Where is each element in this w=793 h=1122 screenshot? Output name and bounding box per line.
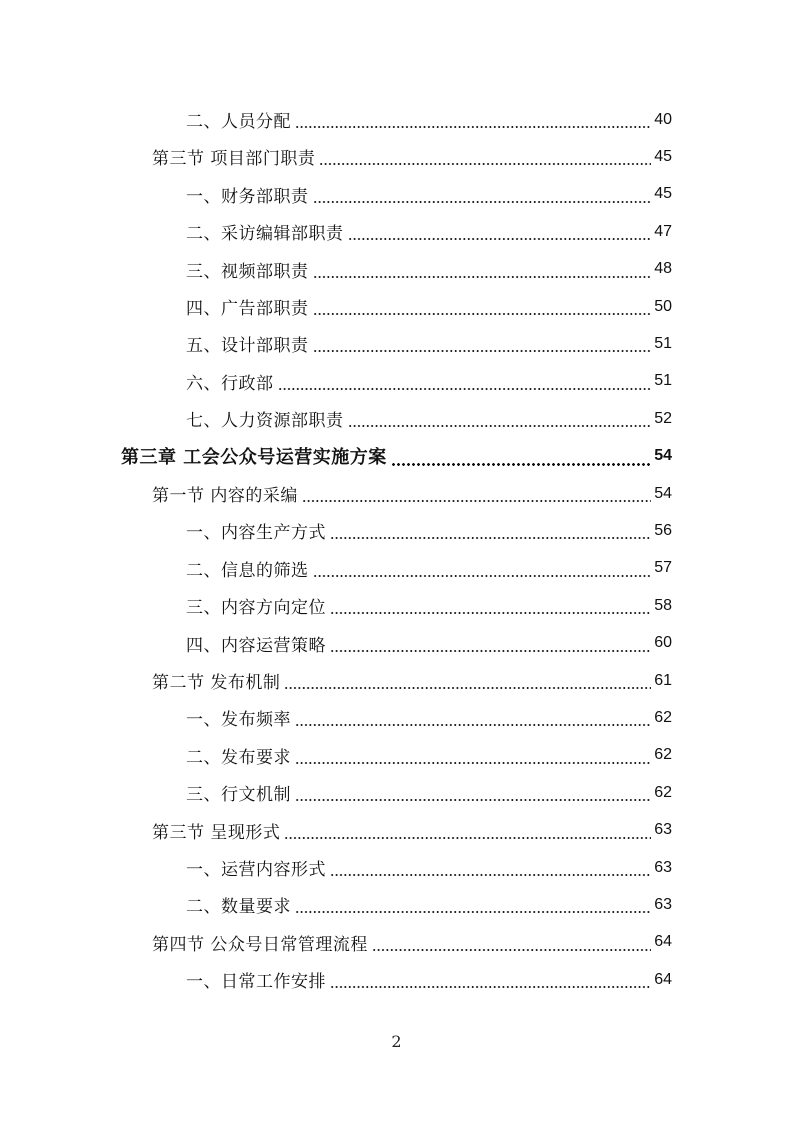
toc-entry-title: 第一节 内容的采编 [152, 486, 298, 506]
toc-entry[interactable] [152, 812, 672, 849]
toc-entry[interactable] [186, 400, 672, 437]
toc-entry-page-number: 64 [654, 933, 672, 951]
toc-entry-title: 四、内容运营策略 [186, 635, 326, 656]
toc-dot-leader [348, 425, 652, 427]
toc-entry[interactable] [186, 587, 672, 624]
toc-entry[interactable] [186, 176, 672, 213]
toc-entry-page-number: 47 [654, 222, 672, 240]
toc-entry[interactable] [152, 475, 672, 512]
toc-dot-leader [330, 874, 651, 876]
toc-dot-leader [295, 762, 651, 764]
toc-entry-title: 一、财务部职责 [186, 186, 309, 207]
toc-dot-leader [284, 837, 651, 839]
toc-entry[interactable] [186, 213, 672, 250]
toc-entry[interactable] [152, 924, 672, 961]
toc-entry[interactable] [186, 737, 672, 774]
toc-entry-page-number: 62 [654, 746, 672, 764]
toc-entry-page-number: 52 [654, 409, 672, 427]
toc-entry-page-number: 45 [654, 147, 672, 165]
toc-entry-title: 第三节 项目部门职责 [152, 149, 316, 170]
toc-dot-leader [284, 687, 651, 689]
toc-entry-page-number: 62 [654, 708, 672, 726]
toc-dot-leader [372, 949, 651, 951]
toc-dot-leader [295, 126, 651, 128]
toc-entry[interactable] [186, 363, 672, 400]
toc-entry[interactable] [186, 251, 672, 288]
toc-entry-title: 六、行政部 [186, 373, 274, 394]
toc-entry-title: 第三节 呈现形式 [152, 822, 281, 843]
toc-entry-title: 二、数量要求 [186, 897, 291, 918]
toc-entry-title: 四、广告部职责 [186, 299, 309, 319]
toc-entry[interactable] [186, 550, 672, 587]
toc-dot-leader [348, 238, 652, 240]
toc-entry-title: 第三章 工会公众号运营实施方案 [121, 447, 387, 469]
toc-dot-leader [278, 388, 652, 390]
toc-dot-leader [313, 575, 652, 577]
toc-entry-page-number: 51 [654, 372, 672, 390]
toc-entry[interactable] [152, 662, 672, 699]
toc-entry[interactable] [152, 138, 672, 175]
toc-entry-page-number: 48 [654, 260, 672, 278]
toc-dot-leader [302, 500, 651, 502]
toc-dot-leader [313, 276, 652, 278]
toc-entry-title: 三、视频部职责 [186, 261, 309, 282]
toc-dot-leader [319, 163, 651, 165]
toc-entry[interactable] [186, 288, 672, 325]
toc-entry[interactable] [186, 699, 672, 736]
toc-entry-page-number: 62 [654, 783, 672, 801]
toc-entry-page-number: 54 [654, 447, 672, 465]
toc-entry-title: 一、日常工作安排 [186, 972, 326, 993]
toc-entry-page-number: 50 [654, 297, 672, 315]
toc-dot-leader [330, 986, 651, 988]
toc-entry-title: 三、内容方向定位 [186, 598, 326, 619]
toc-entry[interactable] [186, 849, 672, 886]
toc-entry-page-number: 60 [654, 634, 672, 652]
toc-entry[interactable] [186, 625, 672, 662]
page-number-footer: 2 [391, 1032, 402, 1051]
toc-dot-leader [330, 537, 651, 539]
toc-dot-leader [313, 350, 652, 352]
toc-dot-leader [295, 911, 651, 913]
toc-entry-title: 一、发布频率 [186, 710, 291, 731]
toc-dot-leader [295, 799, 651, 801]
toc-entry-title: 一、运营内容形式 [186, 860, 326, 880]
toc-entry-page-number: 51 [654, 334, 672, 352]
toc-entry[interactable] [186, 961, 672, 998]
toc-dot-leader [330, 612, 651, 614]
toc-dot-leader [391, 463, 651, 466]
toc-entry-page-number: 63 [654, 858, 672, 876]
toc-entry-title: 二、采访编辑部职责 [186, 224, 344, 245]
toc-entry-page-number: 63 [654, 821, 672, 839]
toc-entry-page-number: 63 [654, 895, 672, 913]
toc-entry-page-number: 45 [654, 185, 672, 203]
toc-entry-page-number: 64 [654, 970, 672, 988]
toc-entry[interactable] [186, 325, 672, 362]
toc-entry[interactable] [186, 101, 672, 138]
toc-entry-page-number: 56 [654, 521, 672, 539]
toc-entry-title: 第四节 公众号日常管理流程 [152, 934, 368, 955]
toc-entry-title: 二、发布要求 [186, 747, 291, 768]
toc-entry-page-number: 57 [654, 559, 672, 577]
toc-entry[interactable] [186, 512, 672, 549]
toc-entry[interactable] [186, 886, 672, 923]
toc-dot-leader [295, 724, 651, 726]
toc-entry-title: 三、行文机制 [186, 785, 291, 806]
toc-entry-page-number: 40 [654, 110, 672, 128]
toc-entry-title: 一、内容生产方式 [186, 523, 326, 544]
toc-dot-leader [313, 313, 652, 315]
toc-entry-title: 二、人员分配 [186, 112, 291, 132]
toc-entry-title: 七、人力资源部职责 [186, 411, 344, 432]
toc-entry[interactable] [121, 438, 672, 475]
toc-entry-title: 第二节 发布机制 [152, 673, 281, 693]
toc-entry-title: 二、信息的筛选 [186, 560, 309, 581]
toc-dot-leader [330, 650, 651, 652]
toc-entry-page-number: 58 [654, 596, 672, 614]
toc-entry-title: 五、设计部职责 [186, 336, 309, 357]
toc-entry[interactable] [186, 774, 672, 811]
toc-entry-page-number: 54 [654, 484, 672, 502]
toc-dot-leader [313, 201, 652, 203]
toc-entry-page-number: 61 [654, 671, 672, 689]
